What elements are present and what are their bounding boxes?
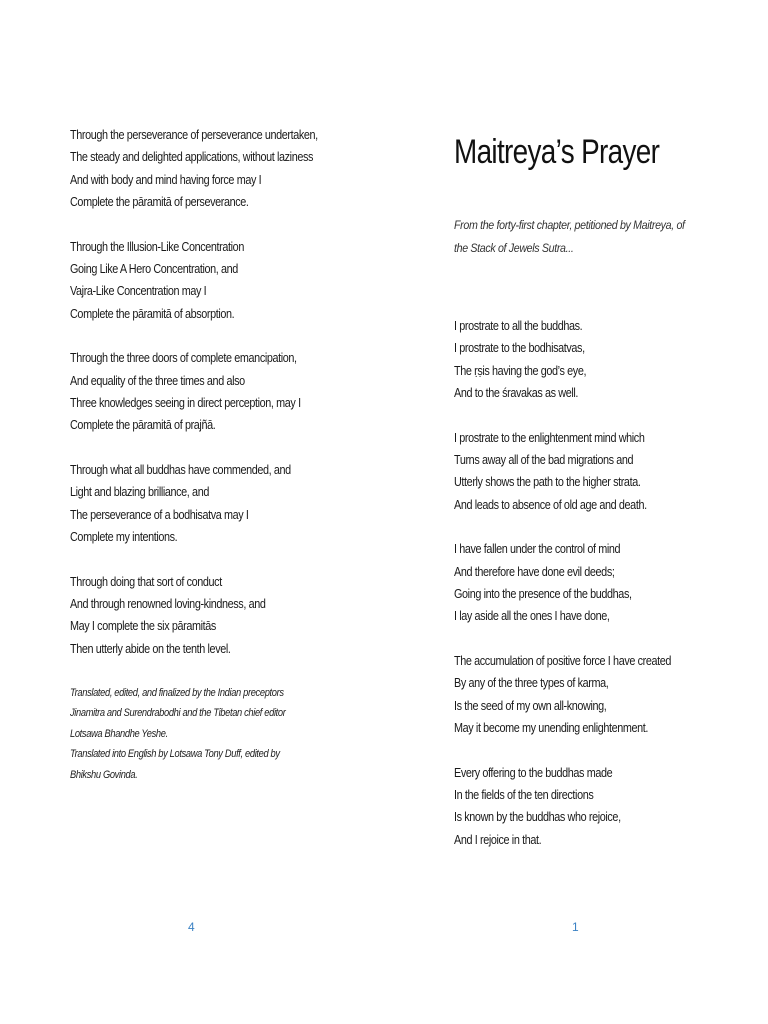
left-stanza-2	[70, 236, 370, 326]
credit-line: Bhikshu Govinda.	[70, 768, 138, 781]
intro-line: the Stack of Jewels Sutra...	[454, 241, 574, 255]
verse-line: The perseverance of a bodhisatva may I	[70, 507, 249, 522]
verse-line: And through renowned loving-kindness, and	[70, 596, 266, 611]
page-number-left: 4	[188, 920, 195, 934]
verse-line: In the fields of the ten directions	[454, 787, 594, 802]
verse-line: And equality of the three times and also	[70, 373, 245, 388]
verse-line: Complete the pāramitā of prajñā.	[70, 418, 216, 433]
verse-line: Is the seed of my own all-knowing,	[454, 698, 607, 713]
left-stanza-5	[70, 571, 370, 661]
verse-line: Is known by the buddhas who rejoice,	[454, 810, 621, 825]
right-stanza-4	[454, 650, 754, 740]
left-verses	[70, 124, 370, 682]
verse-line: Through the three doors of complete emancipation,	[70, 351, 297, 366]
verse-line: And leads to absence of old age and death.	[454, 497, 647, 512]
left-stanza-1	[70, 124, 370, 214]
verse-line: And with body and mind having force may I	[70, 172, 262, 187]
verse-line: Through the Illusion-Like Concentration	[70, 239, 244, 254]
verse-line: And I rejoice in that.	[454, 832, 542, 847]
credit-line: Jinamitra and Surendrabodhi and the Tibetan chief editor	[70, 707, 286, 720]
intro-note	[454, 214, 754, 260]
left-stanza-3	[70, 347, 370, 437]
verse-line: Three knowledges seeing in direct perception, may I	[70, 396, 301, 411]
verse-line: Through the perseverance of perseverance undertaken,	[70, 128, 318, 142]
verse-line: Through doing that sort of conduct	[70, 574, 222, 589]
verse-line: The steady and delighted applications, without laziness	[70, 150, 314, 165]
credit-line: Translated into English by Lotsawa Tony Duff, edited by	[70, 748, 280, 761]
verse-line: Then utterly abide on the tenth level.	[70, 641, 231, 656]
verse-line: And to the śravakas as well.	[454, 386, 579, 401]
verse-line: I have fallen under the control of mind	[454, 542, 621, 557]
right-stanza-5	[454, 762, 754, 852]
right-stanza-3	[454, 538, 754, 628]
verse-line: Going into the presence of the buddhas,	[454, 587, 632, 602]
credit-line: Lotsawa Bhandhe Yeshe.	[70, 727, 168, 740]
right-verses	[454, 315, 754, 873]
page-title: Maitreya’s Prayer	[454, 133, 660, 171]
verse-line: I lay aside all the ones I have done,	[454, 609, 610, 624]
verse-line: Complete my intentions.	[70, 530, 178, 545]
verse-line: I prostrate to the bodhisatvas,	[454, 341, 585, 356]
verse-line: Vajra-Like Concentration may I	[70, 284, 207, 299]
verse-line: Complete the pāramitā of perseverance.	[70, 195, 249, 210]
verse-line: I prostrate to all the buddhas.	[454, 319, 583, 333]
translation-credits	[70, 683, 370, 785]
verse-line: Going Like A Hero Concentration, and	[70, 262, 238, 277]
verse-line: The ṛṣis having the god’s eye,	[454, 363, 587, 378]
verse-line: And therefore have done evil deeds;	[454, 564, 615, 579]
verse-line: Light and blazing brilliance, and	[70, 485, 209, 500]
right-stanza-2	[454, 427, 754, 517]
verse-line: I prostrate to the enlightenment mind which	[454, 430, 645, 445]
intro-line: From the forty-first chapter, petitioned by Maitreya, of	[454, 218, 685, 232]
verse-line: The accumulation of positive force I have created	[454, 653, 672, 668]
credit-line: Translated, edited, and finalized by the Indian preceptors	[70, 687, 284, 699]
right-stanza-1	[454, 315, 754, 405]
verse-line: Through what all buddhas have commended, and	[70, 462, 291, 477]
left-stanza-4	[70, 459, 370, 549]
verse-line: By any of the three types of karma,	[454, 676, 609, 691]
verse-line: May I complete the six pāramitās	[70, 619, 216, 634]
verse-line: Every offering to the buddhas made	[454, 765, 613, 780]
verse-line: Utterly shows the path to the higher strata.	[454, 475, 641, 490]
page-number-right: 1	[572, 920, 579, 934]
verse-line: Complete the pāramitā of absorption.	[70, 306, 235, 321]
verse-line: Turns away all of the bad migrations and	[454, 453, 634, 468]
verse-line: May it become my unending enlightenment.	[454, 721, 649, 736]
